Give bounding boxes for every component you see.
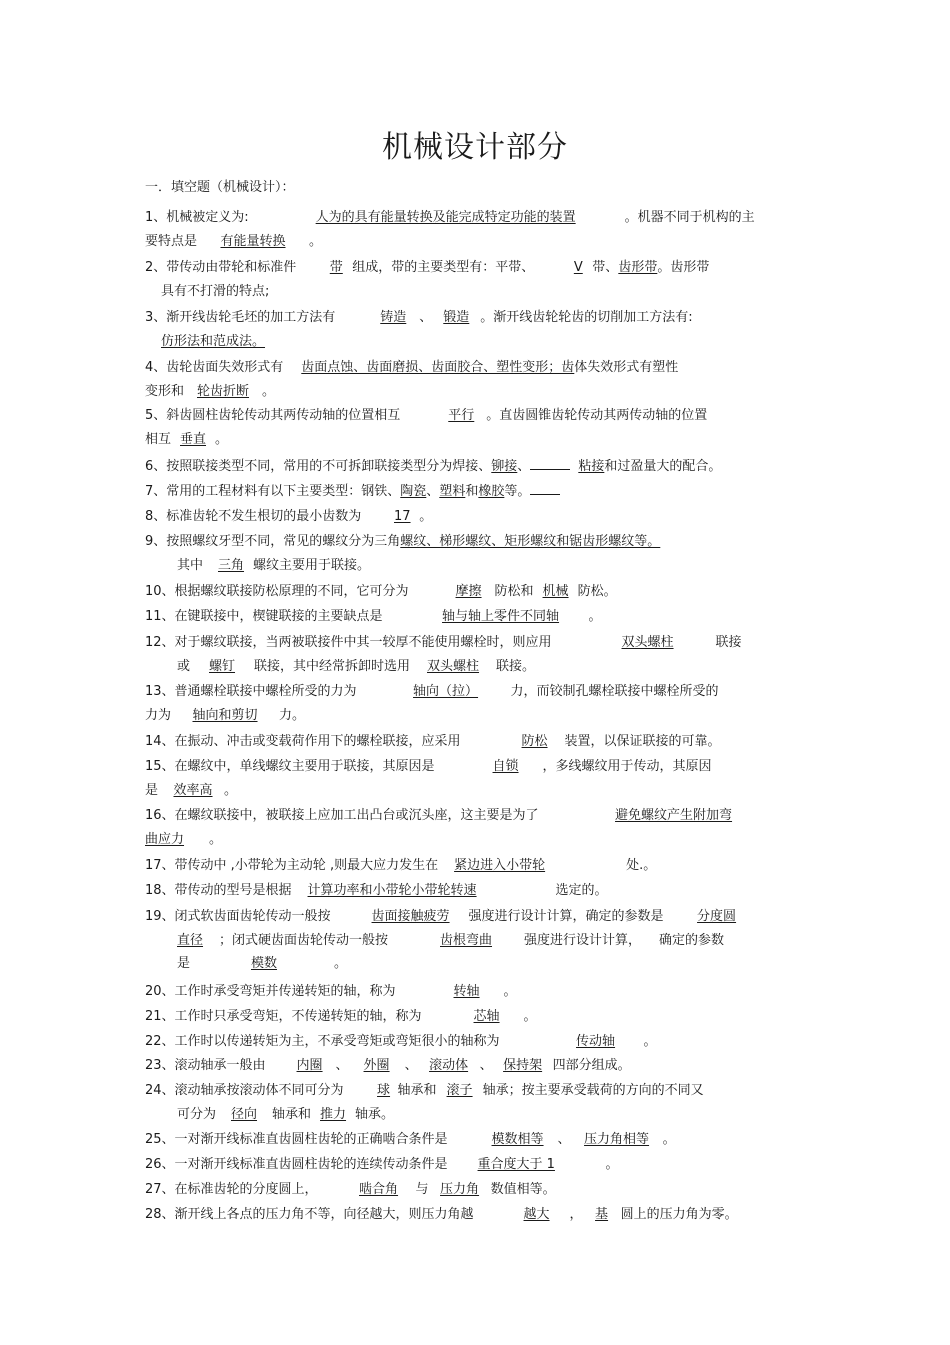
question-13	[145, 680, 825, 727]
q23-answer: 内圈	[296, 1058, 323, 1073]
q4-answer: 轮齿折断	[197, 383, 250, 399]
question-24	[145, 1079, 825, 1126]
q24-text: 24、滚动轴承按滚动体不同可分为	[145, 1083, 344, 1098]
q10-text: 防松。	[577, 584, 617, 599]
q12-text: 联接	[715, 635, 742, 650]
q3-text: 3、渐开线齿轮毛坯的加工方法有	[145, 310, 336, 325]
page-title: 机械设计部分	[382, 130, 568, 165]
q14-text: 14、在振动、冲击或变载荷作用下的螺栓联接，应采用	[145, 734, 461, 749]
q6-text: 和过盈量大的配合。	[604, 459, 722, 474]
question-20	[145, 980, 825, 1004]
q6-text: 、	[517, 459, 531, 474]
q1-text: 。	[309, 233, 323, 249]
q28-answer: 基	[595, 1207, 609, 1222]
q27-answer: 啮合角	[359, 1182, 399, 1197]
q19-text: 确定的参数	[659, 932, 725, 948]
q13-answer: 轴向（拉）	[413, 684, 479, 699]
question-26	[145, 1153, 825, 1177]
q25-answer: 模数相等	[491, 1132, 544, 1147]
q4-text: 体失效形式有塑性	[574, 360, 679, 375]
q7-text: 和	[465, 484, 479, 499]
q9-text: 其中	[177, 557, 204, 573]
q19-answer: 齿面接触疲劳	[371, 909, 450, 924]
question-10	[145, 580, 825, 604]
q2-text: 带、	[592, 260, 619, 275]
q12-answer: 双头螺柱	[427, 658, 480, 674]
q24-text: 轴承和	[397, 1083, 437, 1098]
q6-answer: 铆接	[491, 459, 518, 474]
q3-text: 。渐开线齿轮轮齿的切削加工方法有:	[480, 310, 693, 325]
q26-text: 26、一对渐开线标准直齿圆柱齿轮的连续传动条件是	[145, 1157, 448, 1172]
q9-answer: 螺纹、梯形螺纹、矩形螺纹和锯齿形螺纹等。	[400, 534, 661, 549]
question-8	[145, 505, 825, 529]
q23-answer: 保持架	[503, 1058, 543, 1073]
q18-answer: 计算功率和小带轮小带轮转速	[307, 883, 477, 898]
question-16	[145, 804, 825, 851]
q8-answer: 17	[394, 509, 411, 524]
question-22	[145, 1030, 825, 1054]
q7-text: 7、常用的工程材料有以下主要类型：钢铁、	[145, 484, 401, 499]
q15-answer: 效率高	[173, 782, 213, 798]
q1-text: 要特点是	[145, 233, 198, 249]
q3-answer: 锻造	[443, 310, 470, 325]
q12-text: 联接。	[496, 658, 536, 674]
q4-text: 。	[262, 383, 276, 399]
q23-answer: 外圈	[363, 1058, 390, 1073]
q2-text: 。齿形带	[657, 260, 710, 275]
q13-text: 13、普通螺栓联接中螺栓所受的力为	[145, 684, 357, 699]
q11-text: 。	[588, 609, 602, 624]
question-2	[145, 256, 825, 303]
q12-answer: 螺钉	[209, 658, 236, 674]
q27-text: 数值相等。	[490, 1182, 556, 1197]
q25-text: 。	[662, 1132, 676, 1147]
q28-text: 圆上的压力角为零。	[620, 1207, 738, 1222]
question-17	[145, 854, 825, 878]
q5-answer: 平行	[448, 408, 475, 423]
q1-text: 。机器不同于机构的主	[624, 210, 755, 225]
q13-text: 力为	[145, 707, 172, 723]
q24-answer: 球	[377, 1083, 391, 1098]
q15-text: 是	[145, 782, 159, 798]
q9-text: 螺纹主要用于联接。	[253, 557, 371, 573]
q21-text: 21、工作时只承受弯矩，不传递转矩的轴，称为	[145, 1009, 422, 1024]
question-19	[145, 905, 825, 976]
question-6	[145, 455, 825, 479]
q19-text: 强度进行设计计算，	[524, 932, 642, 948]
q13-text: 力，而铰制孔螺栓联接中螺栓所受的	[510, 684, 719, 699]
question-4	[145, 356, 825, 403]
q13-text: 力。	[279, 707, 306, 723]
q28-text: 28、渐开线上各点的压力角不等，向径越大，则压力角越	[145, 1207, 474, 1222]
q7-answer: 橡胶	[478, 484, 505, 499]
q10-text: 防松和	[494, 584, 534, 599]
q4-answer: 齿面点蚀、齿面磨损、齿面胶合、塑性变形；齿	[301, 360, 575, 375]
q19-text: 是	[177, 956, 191, 971]
q8-text: 。	[419, 509, 433, 524]
q20-text: 。	[503, 984, 517, 999]
q2-answer: 带	[329, 260, 343, 275]
q9-answer: 三角	[218, 557, 245, 573]
q19-answer: 分度圆	[697, 909, 737, 924]
q27-text: 与	[415, 1182, 429, 1197]
q1-text: 1、机械被定义为:	[145, 210, 249, 225]
q17-answer: 紧边进入小带轮	[454, 858, 546, 873]
q19-answer: 模数	[251, 956, 278, 971]
q11-text: 11、在键联接中，楔键联接的主要缺点是	[145, 609, 383, 624]
question-18	[145, 879, 825, 903]
q2-text: 具有不打滑的特点;	[161, 283, 270, 299]
q25-text: 、	[557, 1132, 571, 1147]
q25-text: 25、一对渐开线标准直齿圆柱齿轮的正确啮合条件是	[145, 1132, 448, 1147]
q10-answer: 机械	[542, 584, 569, 599]
question-25	[145, 1128, 825, 1152]
q28-text: ，	[569, 1207, 583, 1222]
q13-answer: 轴向和剪切	[192, 707, 258, 723]
q7-answer: 陶瓷	[400, 484, 427, 499]
q24-text: 可分为	[177, 1106, 217, 1122]
q14-answer: 防松	[521, 734, 548, 749]
q12-text: 12、对于螺纹联接，当两被联接件中其一较厚不能使用螺栓时，则应用	[145, 635, 552, 650]
q1-answer: 人为的具有能量转换及能完成特定功能的装置	[315, 210, 576, 225]
q28-answer: 越大	[523, 1207, 550, 1222]
q24-text: 轴承；按主要承受载荷的方向的不同又	[482, 1083, 704, 1098]
question-15	[145, 755, 825, 802]
q15-text: ，多线螺纹用于传动，其原因	[542, 759, 712, 774]
q19-text: 。	[334, 956, 348, 971]
q3-answer: 仿形法和范成法。	[161, 333, 266, 349]
question-5	[145, 404, 825, 451]
q15-answer: 自锁	[492, 759, 519, 774]
section-heading: 一．填空题（机械设计）：	[145, 180, 295, 195]
q20-text: 20、工作时承受弯矩并传递转矩的轴，称为	[145, 984, 396, 999]
q9-text: 9、按照螺纹牙型不同，常见的螺纹分为三角	[145, 534, 401, 549]
q23-text: 、	[335, 1058, 349, 1073]
q22-text: 22、工作时以传递转矩为主，不承受弯矩或弯矩很小的轴称为	[145, 1034, 500, 1049]
q16-text: 。	[209, 831, 223, 847]
q14-text: 装置，以保证联接的可靠。	[564, 734, 721, 749]
q24-text: 轴承和	[272, 1106, 312, 1122]
q23-text: 四部分组成。	[552, 1058, 631, 1073]
q12-text: 联接，其中经常拆卸时选用	[254, 658, 411, 674]
q5-text: 相互	[145, 431, 172, 447]
q27-answer: 压力角	[440, 1182, 480, 1197]
q21-text: 。	[523, 1009, 537, 1024]
q23-text: 、	[479, 1058, 493, 1073]
question-11	[145, 605, 825, 629]
q22-answer: 传动轴	[576, 1034, 616, 1049]
question-1	[145, 206, 825, 253]
q7-text: 等。	[504, 484, 531, 499]
q4-text: 4、齿轮齿面失效形式有	[145, 360, 284, 375]
q16-answer: 避免螺纹产生附加弯	[615, 808, 733, 823]
q5-text: 5、斜齿圆柱齿轮传动其两传动轴的位置相互	[145, 408, 401, 423]
question-12	[145, 631, 825, 678]
q22-text: 。	[643, 1034, 657, 1049]
question-14	[145, 730, 825, 754]
q15-text: 。	[224, 782, 238, 798]
question-23	[145, 1054, 825, 1078]
q2-text: 组成，带的主要类型有：平带、	[352, 260, 535, 275]
q5-answer: 垂直	[180, 431, 207, 447]
q19-answer: 齿根弯曲	[440, 932, 493, 948]
question-3	[145, 306, 825, 353]
question-21	[145, 1005, 825, 1029]
question-9	[145, 530, 825, 577]
q10-text: 10、根据螺纹联接防松原理的不同，它可分为	[145, 584, 409, 599]
q1-answer: 有能量转换	[220, 233, 286, 249]
q26-answer: 重合度大于 1	[477, 1157, 555, 1172]
q17-text: 处.。	[626, 858, 657, 873]
q20-answer: 转轴	[453, 984, 480, 999]
question-7	[145, 480, 825, 504]
q24-text: 轴承。	[355, 1106, 395, 1122]
q26-text: 。	[605, 1157, 619, 1172]
q8-text: 8、标准齿轮不发生根切的最小齿数为	[145, 509, 362, 524]
q12-text: 或	[177, 658, 191, 674]
q19-answer: 直径	[177, 932, 204, 948]
q16-text: 16、在螺纹联接中，被联接上应加工出凸台或沉头座，这主要是为了	[145, 808, 539, 823]
q17-text: 17、带传动中 ,小带轮为主动轮 ,则最大应力发生在	[145, 858, 439, 873]
q5-text: 。	[215, 431, 229, 447]
q24-answer: 径向	[231, 1106, 258, 1122]
q21-answer: 芯轴	[473, 1009, 500, 1024]
q7-text: 、	[426, 484, 440, 499]
q27-text: 27、在标准齿轮的分度圆上，	[145, 1182, 318, 1197]
question-28	[145, 1203, 825, 1227]
q7-answer: 塑料	[439, 484, 466, 499]
q6-answer: 粘接	[578, 459, 605, 474]
q11-answer: 轴与轴上零件不同轴	[442, 609, 560, 624]
q4-text: 变形和	[145, 383, 185, 399]
q19-text: 强度进行设计计算，确定的参数是	[468, 909, 664, 924]
q3-text: 、	[419, 310, 433, 325]
q3-answer: 铸造	[380, 310, 407, 325]
q24-answer: 推力	[320, 1106, 347, 1122]
q24-answer: 滚子	[446, 1083, 473, 1098]
q2-text: 2、带传动由带轮和标准件	[145, 260, 297, 275]
q6-text: 6、按照联接类型不同，常用的不可拆卸联接类型分为焊接、	[145, 459, 492, 474]
q19-text: ；闭式硬齿面齿轮传动一般按	[219, 932, 389, 948]
q2-answer: 齿形带	[618, 260, 658, 275]
q18-text: 选定的。	[555, 883, 608, 898]
q19-text: 19、闭式软齿面齿轮传动一般按	[145, 909, 331, 924]
q16-answer: 曲应力	[145, 831, 185, 847]
q23-answer: 滚动体	[429, 1058, 469, 1073]
q23-text: 、	[404, 1058, 418, 1073]
q15-text: 15、在螺纹中，单线螺纹主要用于联接，其原因是	[145, 759, 435, 774]
q5-text: 。直齿圆锥齿轮传动其两传动轴的位置	[486, 408, 708, 423]
q18-text: 18、带传动的型号是根据	[145, 883, 292, 898]
question-27	[145, 1178, 825, 1202]
q25-answer: 压力角相等	[584, 1132, 650, 1147]
q10-answer: 摩擦	[455, 584, 482, 599]
q2-answer: V	[573, 260, 583, 275]
q12-answer: 双头螺柱	[621, 635, 674, 650]
q23-text: 23、滚动轴承一般由	[145, 1058, 266, 1073]
